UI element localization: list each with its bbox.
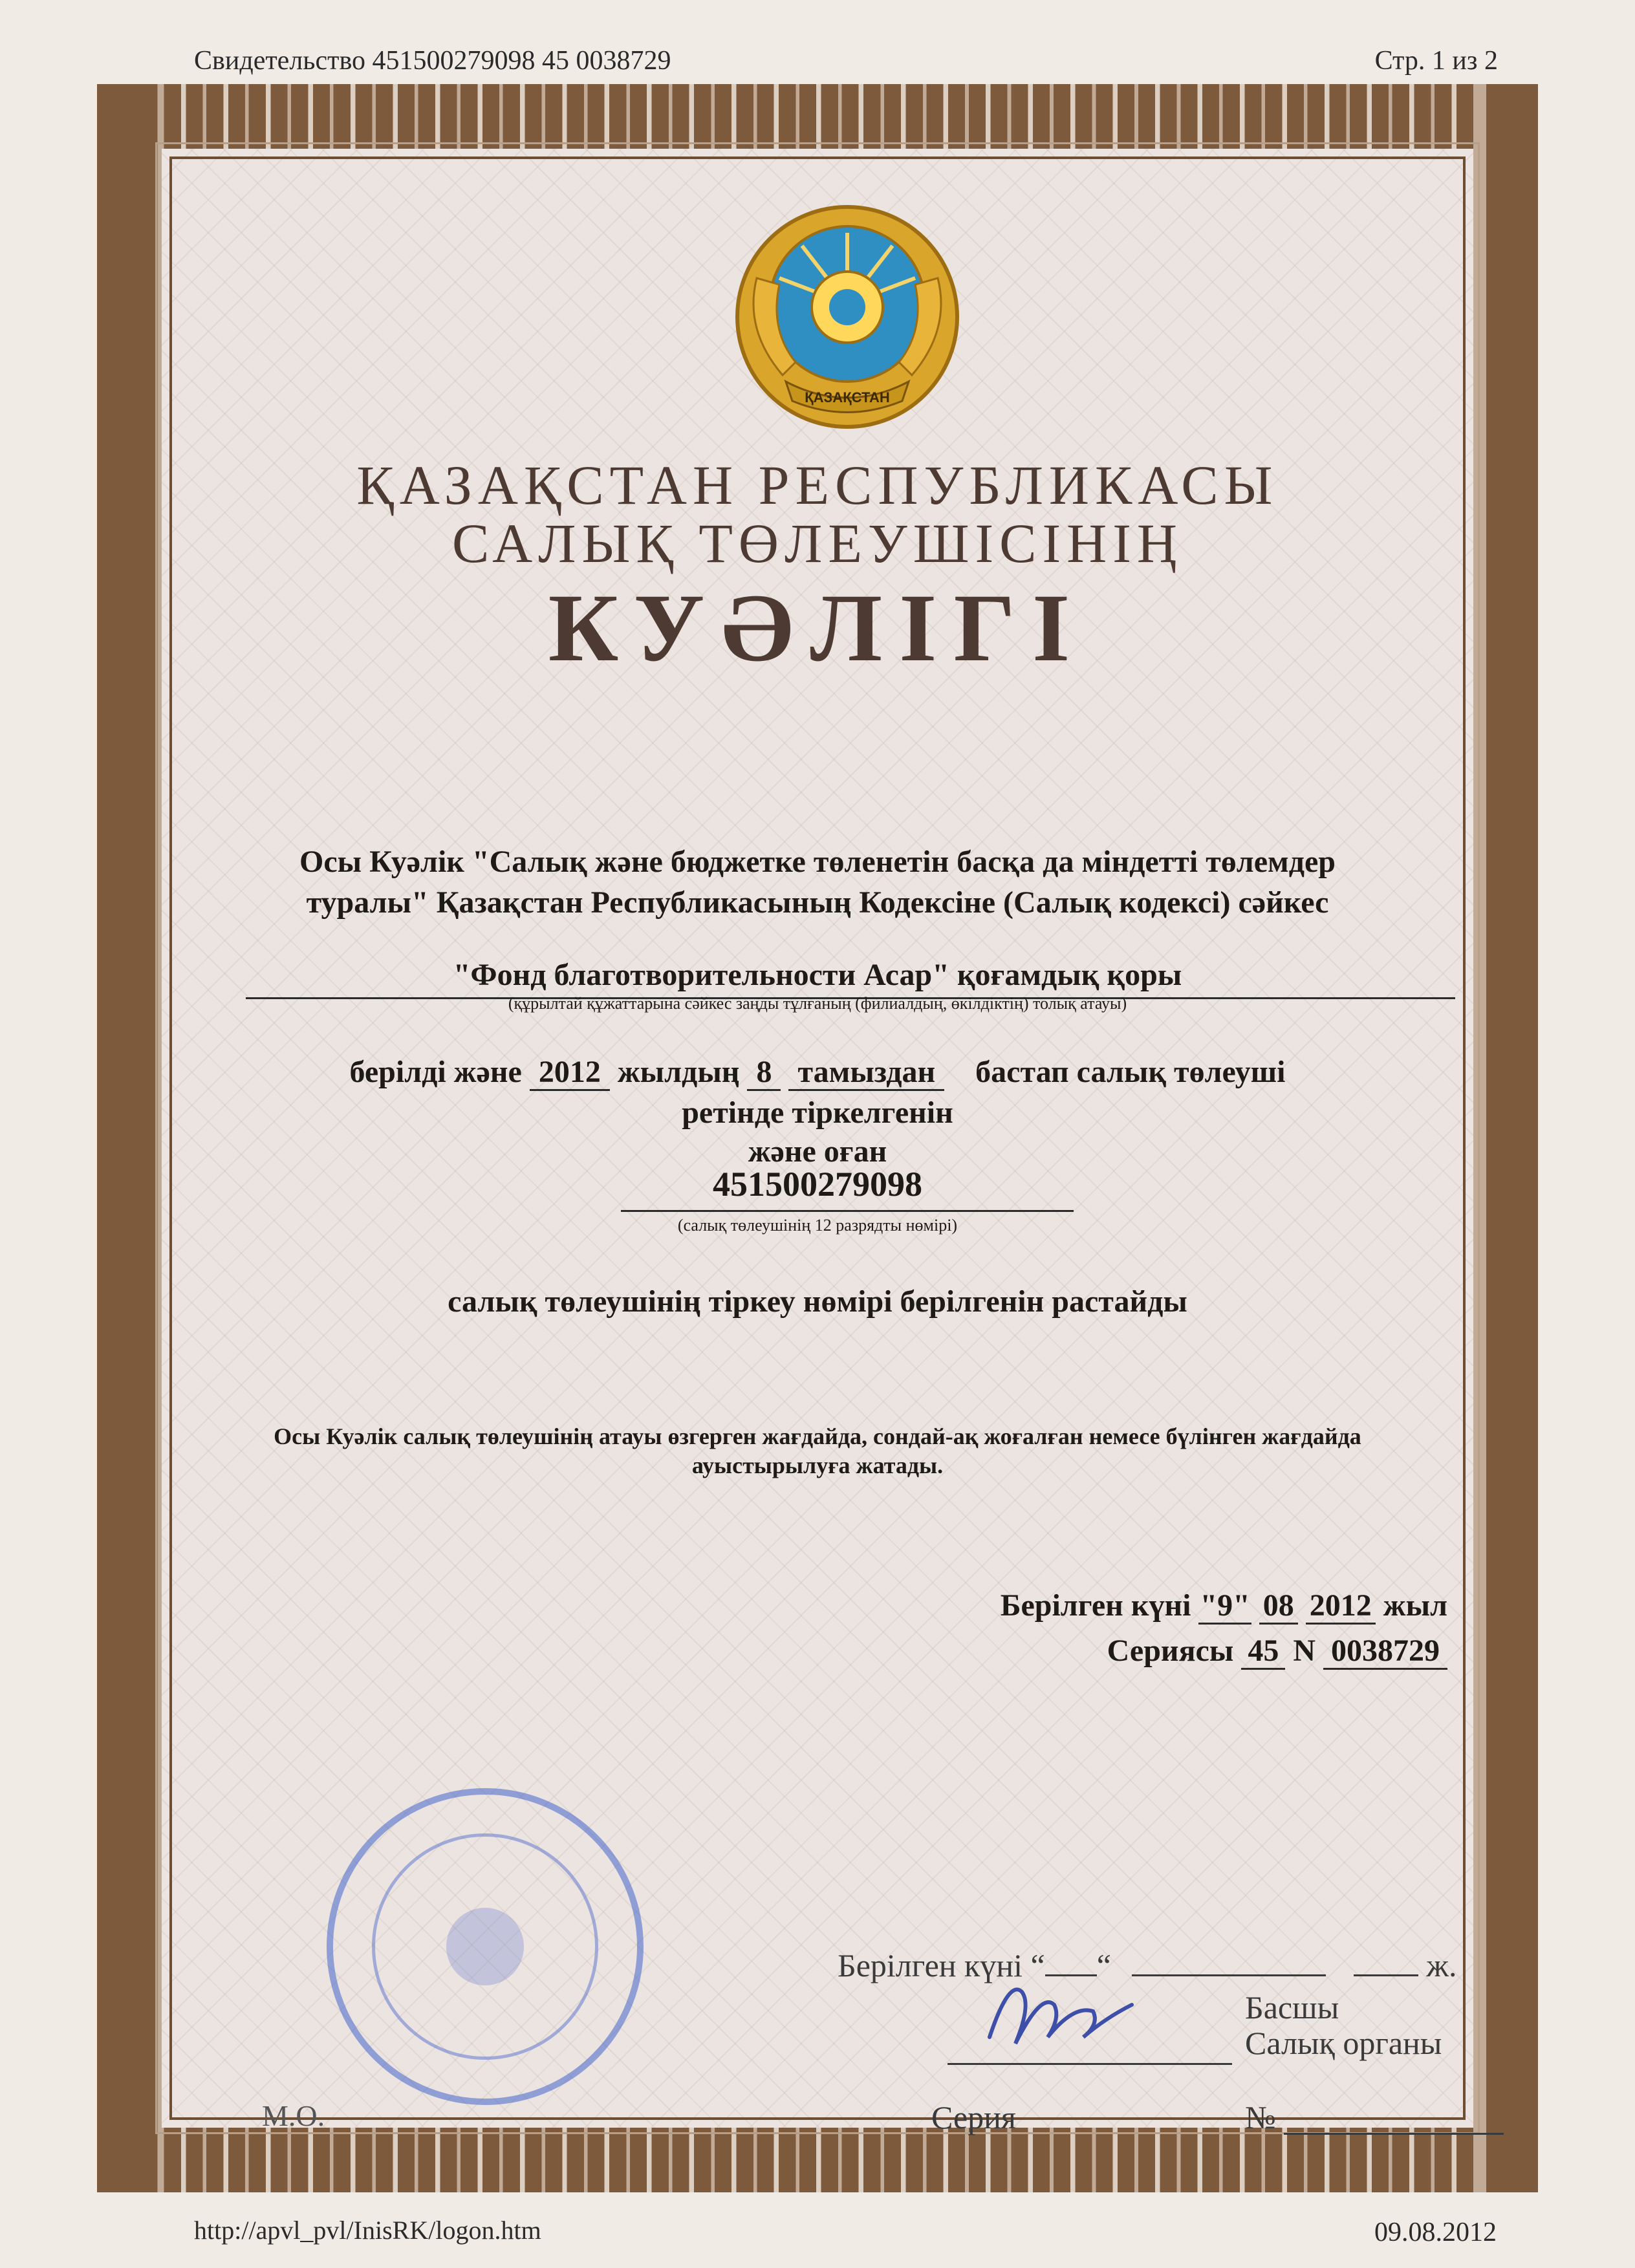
issue-year-suffix: жыл bbox=[1383, 1588, 1447, 1623]
series-value: 45 bbox=[1241, 1634, 1285, 1670]
emblem-label: ҚАЗАҚСТАН bbox=[805, 389, 890, 405]
registration-year: 2012 bbox=[530, 1055, 610, 1091]
form-quote-open: “ bbox=[1030, 1947, 1045, 1983]
form-seal-place-label: М.О. bbox=[262, 2099, 325, 2132]
organization-name: "Фонд благотворительности Асар" қоғамдық қоры bbox=[453, 958, 1182, 992]
form-number-label: № bbox=[1245, 2099, 1276, 2135]
form-year-suffix: ж. bbox=[1426, 1947, 1457, 1983]
issue-date bbox=[1001, 1588, 1447, 1623]
state-emblem-icon bbox=[731, 200, 964, 433]
registration-suffix: бастап салық төлеуші bbox=[975, 1055, 1286, 1089]
form-seria-label: Серия bbox=[931, 2099, 1016, 2135]
notice-line-2: ауыстырылуға жатады. bbox=[691, 1453, 944, 1478]
series-n-label: N bbox=[1293, 1634, 1316, 1668]
form-quote-close: “ bbox=[1096, 1947, 1111, 1983]
tin-number: 451500279098 bbox=[713, 1165, 922, 1204]
print-header-left: Свидетельство 451500279098 45 0038729 bbox=[194, 46, 671, 76]
confirmation-text: салық төлеушінің тіркеу нөмірі берілгенін растайды bbox=[448, 1284, 1187, 1319]
notice-line-1: Осы Куәлік салық төлеушінің атауы өзгерген жағдайда, сондай-ақ жоғалған немесе бүлінген жағдайда bbox=[274, 1423, 1361, 1449]
tin-caption: (салық төлеушінің 12 разрядты нөмірі) bbox=[677, 1216, 958, 1235]
registration-year-suffix: жылдың bbox=[617, 1055, 740, 1089]
title-line-1: ҚАЗАҚСТАН РЕСПУБЛИКАСЫ bbox=[356, 454, 1279, 516]
registration-line-3: және оған bbox=[748, 1134, 887, 1169]
registration-day: 8 bbox=[747, 1055, 781, 1091]
document-title: КУӘЛІГІ bbox=[548, 574, 1087, 682]
form-head-line-1: Басшы bbox=[1245, 1989, 1339, 2025]
registration-line bbox=[0, 1054, 1635, 1090]
form-month-blank bbox=[1132, 1947, 1326, 1976]
issue-month: 08 bbox=[1259, 1588, 1298, 1625]
form-year-blank bbox=[1354, 1947, 1418, 1976]
title-line-2: САЛЫҚ ТӨЛЕУШІСІНІҢ bbox=[451, 512, 1183, 574]
issue-day: "9" bbox=[1198, 1588, 1251, 1625]
intro-line-1: Осы Куәлік "Салық және бюджетке төленетін басқа да міндетті төлемдер bbox=[299, 845, 1336, 879]
issue-year: 2012 bbox=[1306, 1588, 1376, 1625]
form-number-line bbox=[1284, 2102, 1504, 2135]
form-date-label: Берілген күні bbox=[838, 1947, 1023, 1983]
registration-line-2: ретінде тіркелгенін bbox=[682, 1096, 953, 1130]
print-footer-date: 09.08.2012 bbox=[1374, 2218, 1497, 2247]
form-head-line-2: Салық органы bbox=[1245, 2025, 1442, 2061]
series-label: Сериясы bbox=[1107, 1634, 1234, 1668]
print-footer-url: http://apvl_pvl/InisRK/logon.htm bbox=[194, 2216, 541, 2245]
issue-date-label: Берілген күні bbox=[1000, 1588, 1191, 1623]
intro-line-2: туралы" Қазақстан Республикасының Кодексіне (Салық кодексі) сәйкес bbox=[306, 885, 1329, 920]
series-number: 0038729 bbox=[1323, 1634, 1447, 1670]
signature-mark bbox=[970, 1966, 1151, 2057]
organization-caption: (құрылтай құжаттарына сәйкес заңды тұлғаның (филиалдың, өкілдіктің) толық атауы) bbox=[508, 994, 1127, 1013]
registration-prefix: берілді және bbox=[349, 1055, 522, 1089]
registration-month: тамыздан bbox=[788, 1055, 944, 1091]
official-seal-emblem bbox=[446, 1908, 524, 1985]
series-line bbox=[1107, 1633, 1447, 1669]
print-header-page: Стр. 1 из 2 bbox=[1374, 46, 1498, 76]
